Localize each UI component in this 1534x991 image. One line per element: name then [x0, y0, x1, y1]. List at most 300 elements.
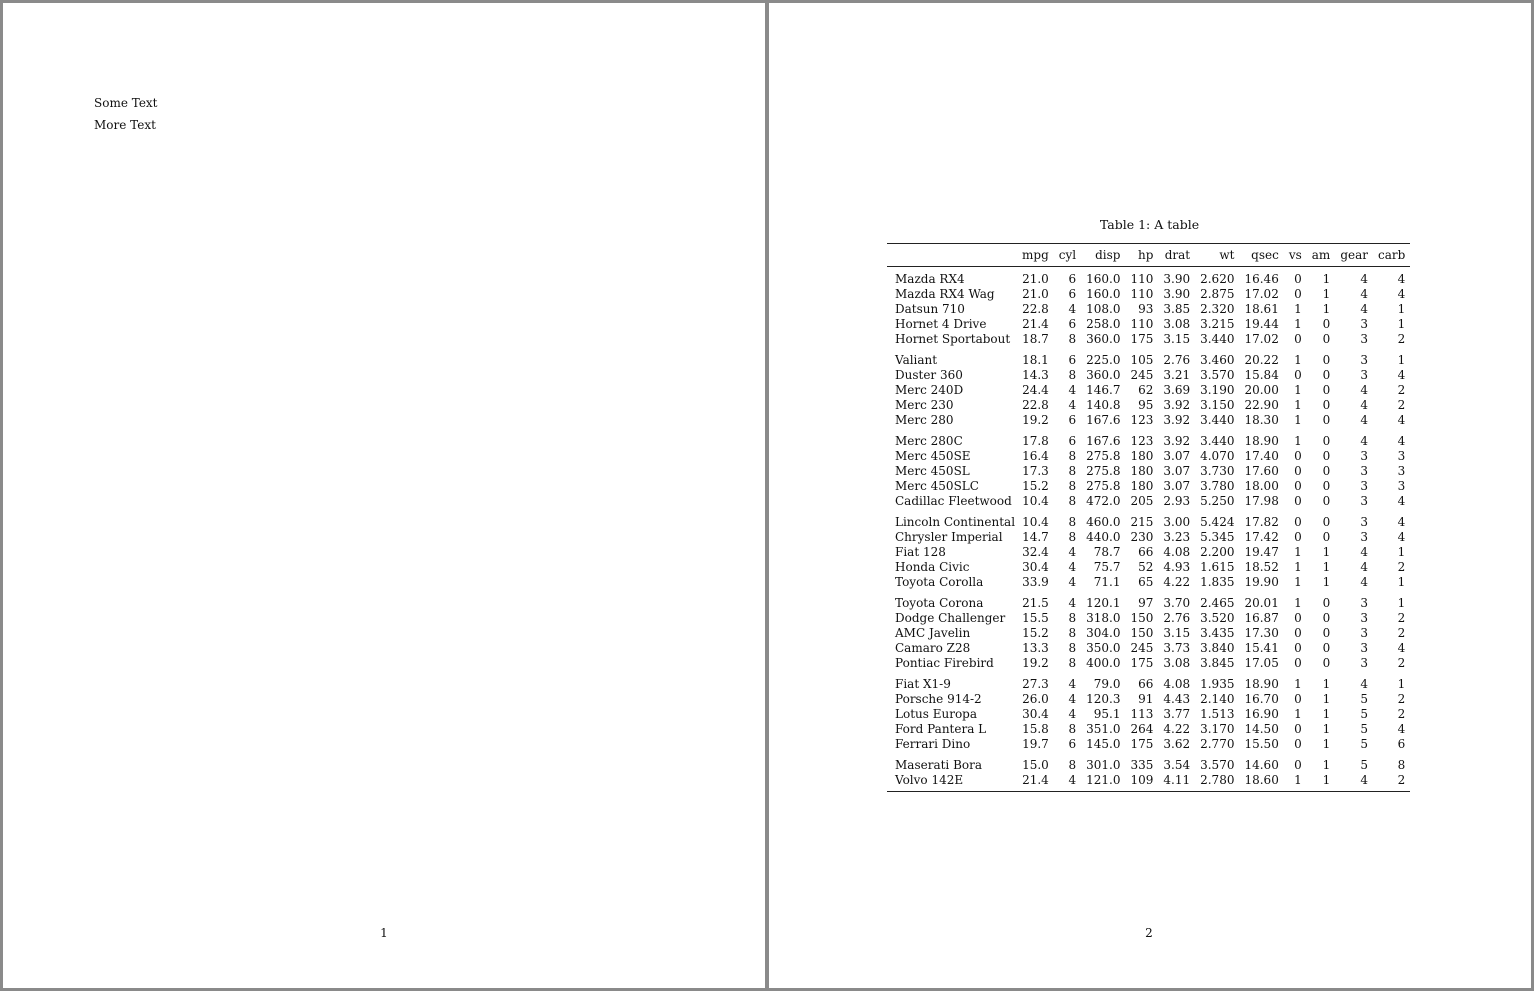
table-cell: 17.3: [1022, 464, 1049, 478]
table-cell: 3.92: [1163, 398, 1191, 412]
table-row: [887, 773, 1410, 792]
table-cell: 6: [1068, 737, 1077, 751]
table-cell: 4: [1397, 368, 1406, 382]
row-label-cell: Hornet Sportabout: [895, 332, 1011, 346]
table-cell: 0: [1294, 449, 1302, 463]
row-label-cell: Merc 240D: [895, 383, 964, 397]
table-row: [887, 752, 1410, 773]
table-cell: 3.440: [1200, 413, 1235, 427]
table-cell: 8: [1068, 515, 1077, 529]
table-cell: 0: [1294, 287, 1302, 301]
table-cell: 1.835: [1200, 575, 1235, 589]
table-row: [887, 641, 1410, 656]
table-cell: 0: [1294, 758, 1302, 772]
table-cell: 3.07: [1163, 464, 1191, 478]
table-cell: 19.2: [1022, 656, 1049, 670]
table-cell: 17.02: [1244, 287, 1279, 301]
row-label-cell: Datsun 710: [895, 302, 965, 316]
table-cell: 264: [1130, 722, 1154, 736]
table-cell: 0: [1294, 494, 1302, 508]
table-cell: 1: [1322, 758, 1331, 772]
table-cell: 79.0: [1093, 677, 1121, 691]
table-cell: 17.98: [1244, 494, 1279, 508]
table-row: [887, 332, 1410, 347]
table-cell: 1: [1294, 575, 1302, 589]
table-row: [887, 267, 1410, 288]
table-cell: 4: [1360, 383, 1368, 397]
table-cell: 95: [1138, 398, 1154, 412]
table-cell: 0: [1294, 530, 1302, 544]
table-cell: 1: [1294, 773, 1302, 787]
table-cell: 1: [1294, 317, 1302, 331]
table-cell: 3.440: [1200, 332, 1235, 346]
table-row: [887, 611, 1410, 626]
table-cell: 14.3: [1022, 368, 1049, 382]
table-cell: 150: [1130, 611, 1154, 625]
table-cell: 1: [1322, 272, 1331, 286]
table-cell: 95.1: [1093, 707, 1121, 721]
table-cell: 1: [1294, 353, 1302, 367]
table-cell: 0: [1322, 332, 1331, 346]
table-row: [887, 428, 1410, 449]
table-row: [887, 530, 1410, 545]
table-cell: 3.15: [1163, 626, 1191, 640]
table-cell: 3: [1360, 479, 1368, 493]
table-cell: 19.47: [1244, 545, 1279, 559]
table-cell: 3.54: [1163, 758, 1191, 772]
table-row: [887, 449, 1410, 464]
table-cell: 8: [1068, 611, 1077, 625]
table-cell: 0: [1322, 368, 1331, 382]
table-cell: 4: [1397, 434, 1406, 448]
data-table: [887, 243, 1410, 792]
table-row: [887, 626, 1410, 641]
row-label-cell: Toyota Corona: [895, 596, 984, 610]
row-label-cell: Ferrari Dino: [895, 737, 971, 751]
table-cell: 2.770: [1200, 737, 1235, 751]
table-cell: 335: [1130, 758, 1154, 772]
table-cell: 4: [1360, 545, 1368, 559]
table-cell: 3.190: [1200, 383, 1235, 397]
table-cell: 4: [1397, 530, 1406, 544]
table-cell: 32.4: [1022, 545, 1049, 559]
table-cell: 4: [1397, 272, 1406, 286]
table-cell: 21.4: [1022, 773, 1049, 787]
page-number-2: 2: [1145, 926, 1153, 940]
table-cell: 180: [1130, 449, 1154, 463]
table-cell: 1: [1294, 545, 1302, 559]
table-cell: 3.90: [1163, 272, 1191, 286]
table-cell: 113: [1130, 707, 1154, 721]
table-cell: 301.0: [1086, 758, 1121, 772]
table-cell: 17.8: [1022, 434, 1049, 448]
table-cell: 4: [1068, 383, 1077, 397]
table-cell: 2.200: [1200, 545, 1235, 559]
row-label-cell: Ford Pantera L: [895, 722, 987, 736]
table-cell: 1: [1397, 317, 1406, 331]
table-cell: 20.01: [1244, 596, 1279, 610]
table-cell: 33.9: [1022, 575, 1049, 589]
table-cell: 4: [1360, 773, 1368, 787]
table-cell: 4: [1068, 596, 1077, 610]
table-cell: 351.0: [1086, 722, 1121, 736]
header-cell-mpg: mpg: [1022, 248, 1049, 262]
table-cell: 2: [1397, 656, 1406, 670]
table-cell: 15.84: [1244, 368, 1279, 382]
table-cell: 120.1: [1086, 596, 1121, 610]
table-cell: 15.41: [1244, 641, 1279, 655]
table-cell: 6: [1068, 272, 1077, 286]
row-label-cell: Mazda RX4: [895, 272, 965, 286]
table-cell: 123: [1130, 434, 1154, 448]
table-cell: 0: [1322, 530, 1331, 544]
table-cell: 3: [1360, 368, 1368, 382]
table-row: [887, 479, 1410, 494]
row-label-cell: Merc 450SLC: [895, 479, 979, 493]
table-cell: 8: [1068, 332, 1077, 346]
table-cell: 0: [1294, 464, 1302, 478]
table-cell: 275.8: [1086, 464, 1121, 478]
table-cell: 4: [1397, 413, 1406, 427]
table-body: [887, 267, 1410, 792]
table-cell: 18.7: [1022, 332, 1049, 346]
table-cell: 110: [1130, 287, 1154, 301]
row-label-cell: Lincoln Continental: [895, 515, 1016, 529]
table-cell: 3.840: [1200, 641, 1235, 655]
table-cell: 105: [1130, 353, 1154, 367]
row-label-cell: Merc 450SE: [895, 449, 971, 463]
table-cell: 3.85: [1163, 302, 1191, 316]
table-cell: 2.875: [1200, 287, 1235, 301]
table-cell: 3.23: [1163, 530, 1191, 544]
header-cell-name: [887, 244, 1017, 267]
table-cell: 8: [1068, 722, 1077, 736]
table-cell: 3: [1360, 656, 1368, 670]
table-cell: 2: [1397, 398, 1406, 412]
table-cell: 1: [1322, 737, 1331, 751]
table-cell: 460.0: [1086, 515, 1121, 529]
table-cell: 3: [1397, 479, 1406, 493]
table-cell: 1: [1322, 707, 1331, 721]
table-cell: 245: [1130, 641, 1154, 655]
table-cell: 4: [1068, 692, 1077, 706]
table-cell: 2.76: [1163, 611, 1191, 625]
table-cell: 1: [1294, 434, 1302, 448]
table-cell: 3: [1360, 530, 1368, 544]
table-cell: 1: [1294, 596, 1302, 610]
table-cell: 4: [1068, 545, 1077, 559]
table-cell: 17.82: [1244, 515, 1279, 529]
table-cell: 3.08: [1163, 656, 1191, 670]
table-cell: 0: [1322, 611, 1331, 625]
table-cell: 22.90: [1244, 398, 1279, 412]
table-cell: 6: [1068, 317, 1077, 331]
table-cell: 0: [1294, 656, 1302, 670]
table-cell: 4: [1360, 413, 1368, 427]
table-cell: 6: [1068, 434, 1077, 448]
table-cell: 146.7: [1086, 383, 1121, 397]
table-cell: 66: [1138, 545, 1154, 559]
table-cell: 8: [1068, 464, 1077, 478]
table-cell: 6: [1068, 413, 1077, 427]
table-cell: 1: [1294, 413, 1302, 427]
table-cell: 4: [1397, 641, 1406, 655]
table-cell: 4: [1397, 287, 1406, 301]
table-cell: 1: [1294, 383, 1302, 397]
table-cell: 93: [1138, 302, 1154, 316]
table-cell: 3: [1360, 515, 1368, 529]
table-cell: 0: [1322, 641, 1331, 655]
table-cell: 4: [1360, 398, 1368, 412]
table-cell: 5: [1360, 692, 1368, 706]
row-label-cell: Porsche 914-2: [895, 692, 982, 706]
table-cell: 1: [1294, 398, 1302, 412]
table-cell: 175: [1130, 737, 1154, 751]
table-cell: 2: [1397, 560, 1406, 574]
table-cell: 19.90: [1244, 575, 1279, 589]
table-cell: 16.4: [1022, 449, 1049, 463]
table-cell: 4.22: [1163, 575, 1191, 589]
table-cell: 6: [1068, 353, 1077, 367]
row-label-cell: Dodge Challenger: [895, 611, 1006, 625]
table-caption: Table 1: A table: [1099, 217, 1200, 232]
table-cell: 3.730: [1200, 464, 1235, 478]
table-cell: 18.30: [1244, 413, 1279, 427]
table-cell: 1: [1322, 560, 1331, 574]
table-cell: 1: [1322, 302, 1331, 316]
table-cell: 18.60: [1244, 773, 1279, 787]
table-cell: 2.465: [1200, 596, 1235, 610]
table-cell: 6: [1068, 287, 1077, 301]
table-cell: 0: [1294, 737, 1302, 751]
table-cell: 18.90: [1244, 434, 1279, 448]
table-cell: 18.61: [1244, 302, 1279, 316]
table-cell: 4: [1068, 575, 1077, 589]
table-cell: 21.0: [1022, 272, 1049, 286]
header-cell-cyl: cyl: [1058, 248, 1077, 262]
table-cell: 5: [1360, 758, 1368, 772]
table-cell: 18.1: [1022, 353, 1049, 367]
table-cell: 275.8: [1086, 449, 1121, 463]
table-cell: 3.62: [1163, 737, 1191, 751]
row-label-cell: Maserati Bora: [895, 758, 982, 772]
table-cell: 30.4: [1022, 560, 1049, 574]
table-row: [887, 464, 1410, 479]
table-cell: 5.424: [1200, 515, 1235, 529]
table-cell: 2: [1397, 611, 1406, 625]
table-cell: 275.8: [1086, 479, 1121, 493]
table-cell: 8: [1068, 368, 1077, 382]
header-cell-carb: carb: [1378, 248, 1406, 262]
table-row: [887, 347, 1410, 368]
table-cell: 150: [1130, 626, 1154, 640]
table-cell: 15.8: [1022, 722, 1049, 736]
table-cell: 1: [1294, 560, 1302, 574]
table-cell: 75.7: [1093, 560, 1121, 574]
table-cell: 4: [1360, 575, 1368, 589]
row-label-cell: Duster 360: [895, 368, 963, 382]
table-cell: 4: [1068, 398, 1077, 412]
table-cell: 108.0: [1086, 302, 1121, 316]
table-cell: 3.08: [1163, 317, 1191, 331]
table-cell: 14.60: [1244, 758, 1279, 772]
row-label-cell: Merc 450SL: [895, 464, 970, 478]
table-cell: 0: [1294, 272, 1302, 286]
table-cell: 17.42: [1244, 530, 1279, 544]
table-cell: 1: [1397, 353, 1406, 367]
row-label-cell: Honda Civic: [895, 560, 970, 574]
header-cell-disp: disp: [1095, 248, 1121, 262]
table-cell: 14.50: [1244, 722, 1279, 736]
table-row: [887, 383, 1410, 398]
table-cell: 4: [1397, 515, 1406, 529]
table-cell: 0: [1322, 434, 1331, 448]
table-cell: 2: [1397, 332, 1406, 346]
table-cell: 4.070: [1200, 449, 1235, 463]
row-label-cell: Chrysler Imperial: [895, 530, 1003, 544]
table-cell: 4: [1397, 494, 1406, 508]
table-cell: 19.2: [1022, 413, 1049, 427]
table-cell: 3.435: [1200, 626, 1235, 640]
page-2: [769, 3, 1531, 988]
table-cell: 1: [1294, 302, 1302, 316]
table-cell: 3.92: [1163, 413, 1191, 427]
table-cell: 6: [1397, 737, 1406, 751]
table-cell: 3.07: [1163, 479, 1191, 493]
table-cell: 18.52: [1244, 560, 1279, 574]
table-cell: 4: [1360, 677, 1368, 691]
row-label-cell: Merc 230: [895, 398, 954, 412]
table-cell: 15.50: [1244, 737, 1279, 751]
table-cell: 145.0: [1086, 737, 1121, 751]
table-cell: 3.90: [1163, 287, 1191, 301]
table-cell: 4: [1068, 302, 1077, 316]
table-cell: 3.170: [1200, 722, 1235, 736]
table-cell: 4: [1360, 287, 1368, 301]
table-cell: 0: [1322, 464, 1331, 478]
table-cell: 175: [1130, 332, 1154, 346]
table-cell: 22.8: [1022, 398, 1049, 412]
table-cell: 5: [1360, 737, 1368, 751]
table-cell: 0: [1322, 656, 1331, 670]
row-label-cell: Pontiac Firebird: [895, 656, 994, 670]
table-cell: 15.2: [1022, 626, 1049, 640]
table-row: [887, 590, 1410, 611]
table-cell: 360.0: [1086, 368, 1121, 382]
table-cell: 71.1: [1093, 575, 1121, 589]
table-cell: 2.93: [1163, 494, 1191, 508]
table-cell: 121.0: [1086, 773, 1121, 787]
table-cell: 1: [1322, 575, 1331, 589]
table-cell: 13.3: [1022, 641, 1049, 655]
table-cell: 3.69: [1163, 383, 1191, 397]
row-label-cell: Camaro Z28: [895, 641, 971, 655]
table-cell: 5.345: [1200, 530, 1235, 544]
table-cell: 5.250: [1200, 494, 1235, 508]
table-cell: 4.08: [1163, 677, 1191, 691]
table-row: [887, 707, 1410, 722]
table-cell: 245: [1130, 368, 1154, 382]
table-cell: 1.513: [1200, 707, 1235, 721]
header-cell-am: am: [1311, 248, 1331, 262]
table-cell: 8: [1068, 530, 1077, 544]
table-cell: 0: [1294, 626, 1302, 640]
table-cell: 20.22: [1244, 353, 1279, 367]
table-cell: 1: [1322, 773, 1331, 787]
table-cell: 3: [1360, 596, 1368, 610]
table-cell: 15.0: [1022, 758, 1049, 772]
table-cell: 62: [1138, 383, 1154, 397]
table-cell: 1: [1294, 677, 1302, 691]
header-cell-wt: wt: [1219, 248, 1235, 262]
table-cell: 3: [1360, 353, 1368, 367]
table-cell: 24.4: [1022, 383, 1049, 397]
table-cell: 4: [1068, 677, 1077, 691]
table-row: [887, 671, 1410, 692]
table-row: [887, 368, 1410, 383]
table-cell: 8: [1068, 641, 1077, 655]
table-cell: 1: [1322, 545, 1331, 559]
table-cell: 0: [1322, 596, 1331, 610]
page-1: [3, 3, 765, 988]
table-cell: 8: [1068, 758, 1077, 772]
table-cell: 215: [1130, 515, 1154, 529]
table-cell: 1: [1397, 302, 1406, 316]
table-cell: 3: [1397, 464, 1406, 478]
table-cell: 360.0: [1086, 332, 1121, 346]
table-cell: 1: [1322, 677, 1331, 691]
table-cell: 16.87: [1244, 611, 1279, 625]
table-cell: 1: [1397, 677, 1406, 691]
table-cell: 16.46: [1244, 272, 1279, 286]
table-cell: 3: [1360, 449, 1368, 463]
table-cell: 3: [1360, 317, 1368, 331]
table-cell: 3.215: [1200, 317, 1235, 331]
table-cell: 2.320: [1200, 302, 1235, 316]
table-cell: 8: [1068, 626, 1077, 640]
table-cell: 0: [1294, 722, 1302, 736]
table-row: [887, 287, 1410, 302]
row-label-cell: Toyota Corolla: [895, 575, 984, 589]
table-cell: 1: [1397, 545, 1406, 559]
table-row: [887, 545, 1410, 560]
table-cell: 2.620: [1200, 272, 1235, 286]
table-cell: 3.440: [1200, 434, 1235, 448]
header-cell-qsec: qsec: [1251, 248, 1279, 262]
table-cell: 4.08: [1163, 545, 1191, 559]
table-cell: 27.3: [1022, 677, 1049, 691]
table-cell: 91: [1138, 692, 1154, 706]
table-cell: 4: [1068, 707, 1077, 721]
table-cell: 110: [1130, 317, 1154, 331]
table-cell: 0: [1294, 368, 1302, 382]
table-cell: 1: [1322, 692, 1331, 706]
table-cell: 4: [1068, 560, 1077, 574]
row-label-cell: Cadillac Fleetwood: [895, 494, 1012, 508]
table-cell: 120.3: [1086, 692, 1121, 706]
table-cell: 5: [1360, 722, 1368, 736]
table-cell: 4.22: [1163, 722, 1191, 736]
table-cell: 1: [1322, 287, 1331, 301]
table-cell: 318.0: [1086, 611, 1121, 625]
table-cell: 16.90: [1244, 707, 1279, 721]
table-cell: 0: [1294, 641, 1302, 655]
row-label-cell: Hornet 4 Drive: [895, 317, 987, 331]
table-cell: 3: [1360, 464, 1368, 478]
table-cell: 3.845: [1200, 656, 1235, 670]
table-cell: 65: [1138, 575, 1154, 589]
table-cell: 109: [1130, 773, 1154, 787]
